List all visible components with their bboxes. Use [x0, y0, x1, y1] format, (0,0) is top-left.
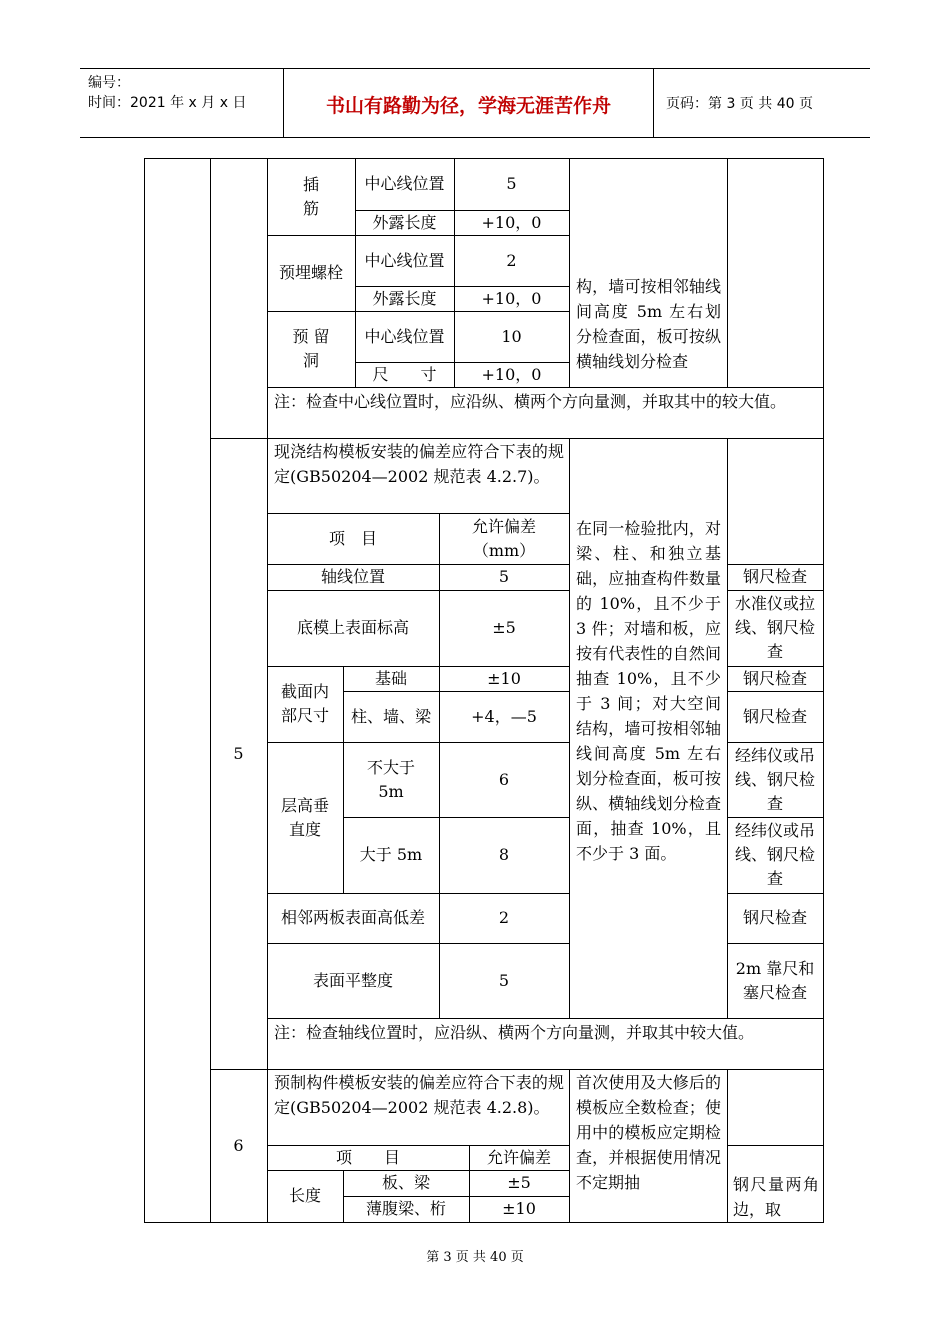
row-label: 薄腹梁、桁	[365, 1199, 446, 1218]
row-method: 钢尺检查	[742, 908, 807, 927]
row-method: 2m 靠尺和塞尺检查	[735, 958, 815, 1002]
check-method: 构，墙可按相邻轴线间高度 5m 左右划分检查面，板可按纵横轴线划分检查	[576, 277, 721, 371]
row-label: 相邻两板表面高低差	[280, 908, 425, 927]
column-header: 项 目	[335, 1147, 400, 1167]
row-method: 钢尺检查	[742, 706, 807, 726]
row-label: 柱、墙、梁	[351, 706, 432, 726]
group-rebar: 插 筋	[302, 174, 319, 218]
check-method: 首次使用及大修后的模板应全数检查；使用中的模板应定期检查，并根据使用情况不定期抽	[576, 1073, 721, 1192]
row-label: 底模上表面标高	[296, 618, 409, 637]
row-value: 8	[498, 845, 510, 864]
row-value: ±5	[492, 618, 516, 637]
row-label: 轴线位置	[320, 567, 385, 586]
note: 注：检查中心线位置时，应沿纵、横两个方向量测，并取其中的较大值。	[274, 392, 787, 411]
row-label: 中心线位置	[364, 174, 445, 193]
group-length: 长度	[288, 1186, 321, 1205]
note: 注：检查轴线位置时，应沿纵、横两个方向量测，并取其中较大值。	[274, 1023, 755, 1042]
page-footer: 第 3 页 共 40 页	[426, 1250, 524, 1265]
row-label: 板、梁	[381, 1173, 430, 1192]
row-label: 基础	[374, 668, 407, 688]
row-value: ±5	[507, 1173, 531, 1192]
column-header: 项 目	[328, 528, 377, 548]
row-method: 经纬仪或吊线、钢尺检查	[735, 821, 816, 888]
row-label: 不大于 5m	[366, 757, 415, 801]
row-value: 5	[498, 567, 510, 586]
row-value: +10，0	[481, 288, 542, 308]
row-label: 表面平整度	[312, 970, 393, 990]
row-label: 大于 5m	[359, 845, 423, 864]
row-value: ±10	[502, 1199, 536, 1218]
row-method: 钢尺检查	[742, 567, 807, 586]
row-label: 外露长度	[372, 288, 437, 308]
row-label: 中心线位置	[364, 250, 445, 270]
item-number: 5	[233, 743, 244, 763]
row-value: ±10	[487, 668, 521, 688]
section-intro: 预制构件模板安装的偏差应符合下表的规定(GB50204—2002 规范表 4.2.8)。	[274, 1073, 564, 1117]
group-verticality: 层高垂直度	[280, 795, 329, 839]
row-label: 中心线位置	[364, 326, 445, 346]
row-method: 钢尺检查	[742, 668, 807, 688]
section-intro: 现浇结构模板安装的偏差应符合下表的规定(GB50204—2002 规范表 4.2.7)。	[274, 442, 564, 486]
row-method: 钢尺量两角边，取	[733, 1175, 819, 1219]
check-method: 在同一检验批内，对梁、柱、和独立基础，应抽查构件数量的 10%，且不少于 3 件；对墙和板，应按有代表性的自然间抽查 10%，且不少于 3 间；对大空间结构，墙可按相邻轴线间高度 5m 左右划分检查面，板可按纵、横轴线划分检查面，抽查 10%，且不少于 3 面。	[576, 519, 721, 863]
row-label: 尺 寸	[372, 364, 437, 384]
row-value: +10，0	[481, 364, 542, 384]
row-value: 2	[506, 250, 517, 270]
row-value: +10，0	[481, 212, 542, 232]
row-value: 5	[498, 970, 510, 990]
header-motto: 书山有路勤为径，学海无涯苦作舟	[325, 95, 611, 117]
serial-label: 编号：	[88, 75, 130, 91]
time-label: 时间：2021 年 x 月 x 日	[88, 95, 247, 111]
row-label: 外露长度	[372, 212, 437, 232]
row-method: 水准仪或拉线、钢尺检查	[735, 594, 816, 661]
header-page-label: 页码：第 3 页 共 40 页	[666, 96, 813, 112]
group-bolt: 预埋螺栓	[279, 263, 344, 282]
group-hole: 预 留 洞	[292, 327, 330, 370]
row-value: +4，—5	[471, 706, 537, 726]
group-section-size: 截面内部尺寸	[280, 682, 329, 725]
row-value: 2	[498, 908, 510, 927]
row-method: 经纬仪或吊线、钢尺检查	[735, 745, 816, 813]
column-header: 允许偏差（mm）	[471, 516, 536, 560]
row-value: 6	[498, 769, 510, 789]
row-value: 5	[506, 174, 517, 193]
item-number: 6	[233, 1135, 244, 1155]
column-header: 允许偏差	[486, 1147, 551, 1167]
row-value: 10	[501, 326, 522, 346]
